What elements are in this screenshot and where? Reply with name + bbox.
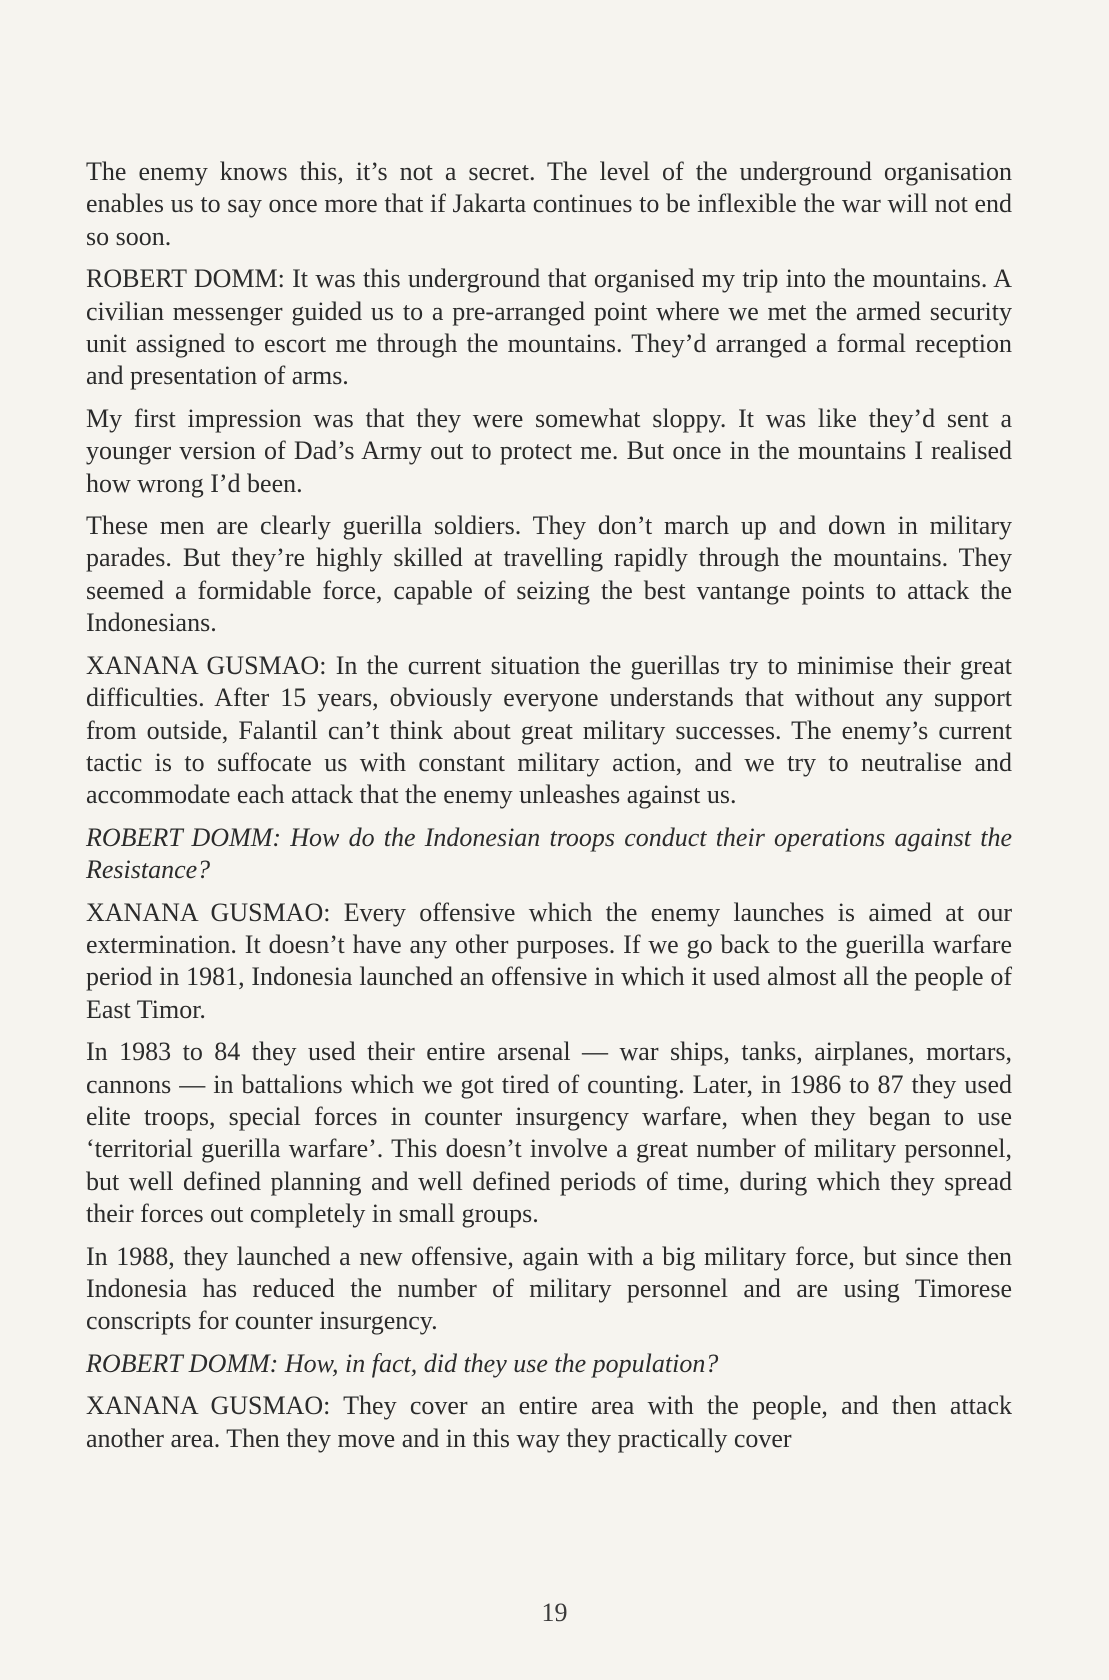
paragraph: In 1988, they launched a new offensive, again with a big military force, but since then Indonesia has reduced the number of military personnel and are using Timorese conscripts for counter insurgency. xyxy=(86,1241,1012,1336)
paragraph: My first impression was that they were somewhat sloppy. It was like they’d sent a younger version of Dad’s Army out to protect me. But once in the mountains I realised how wrong I’d been. xyxy=(86,403,1012,498)
page-body xyxy=(86,156,1012,1465)
paragraph: The enemy knows this, it’s not a secret. The level of the underground organisation enables us to say once more that if Jakarta continues to be inflexible the war will not end so soon. xyxy=(86,157,1012,251)
interview-question: ROBERT DOMM: How do the Indonesian troops conduct their operations against the Resistance? xyxy=(86,822,1012,885)
paragraph: In 1983 to 84 they used their entire arsenal — war ships, tanks, airplanes, mortars, cannons — in battalions which we got tired of counting. Later, in 1986 to 87 they used elite troops, special forces in counter insurgency warfare, when they began to use ‘territorial guerilla warfare’. This doesn’t involve a great number of military personnel, but well defined planning and well defined periods of time, during which they spread their forces out completely in small groups. xyxy=(86,1037,1012,1229)
paragraph: These men are clearly guerilla soldiers. They don’t march up and down in military parades. But they’re highly skilled at travelling rapidly through the mountains. They seemed a formidable force, capable of seizing the best vantange points to attack the Indonesians. xyxy=(86,511,1012,638)
paragraph: ROBERT DOMM: It was this underground that organised my trip into the mountains. A civilian messenger guided us to a pre-arranged point where we met the armed security unit assigned to escort me through the mountains. They’d arranged a formal reception and presentation of arms. xyxy=(86,264,1012,391)
page-number: 19 xyxy=(541,1598,568,1627)
interview-question: ROBERT DOMM: How, in fact, did they use the population? xyxy=(86,1348,719,1378)
paragraph: XANANA GUSMAO: They cover an entire area with the people, and then attack another area. Then they move and in this way they practically cover xyxy=(86,1391,1012,1453)
paragraph: XANANA GUSMAO: In the current situation the guerillas try to minimise their great difficulties. After 15 years, obviously everyone understands that without any support from outside, Falantil can’t think about great military successes. The enemy’s current tactic is to suffocate us with constant military action, and we try to neutralise and accommodate each attack that the enemy unleashes against us. xyxy=(86,650,1012,810)
paragraph: XANANA GUSMAO: Every offensive which the enemy launches is aimed at our extermination. It doesn’t have any other purposes. If we go back to the guerilla warfare period in 1981, Indonesia launched an offensive in which it used almost all the people of East Timor. xyxy=(86,897,1012,1024)
